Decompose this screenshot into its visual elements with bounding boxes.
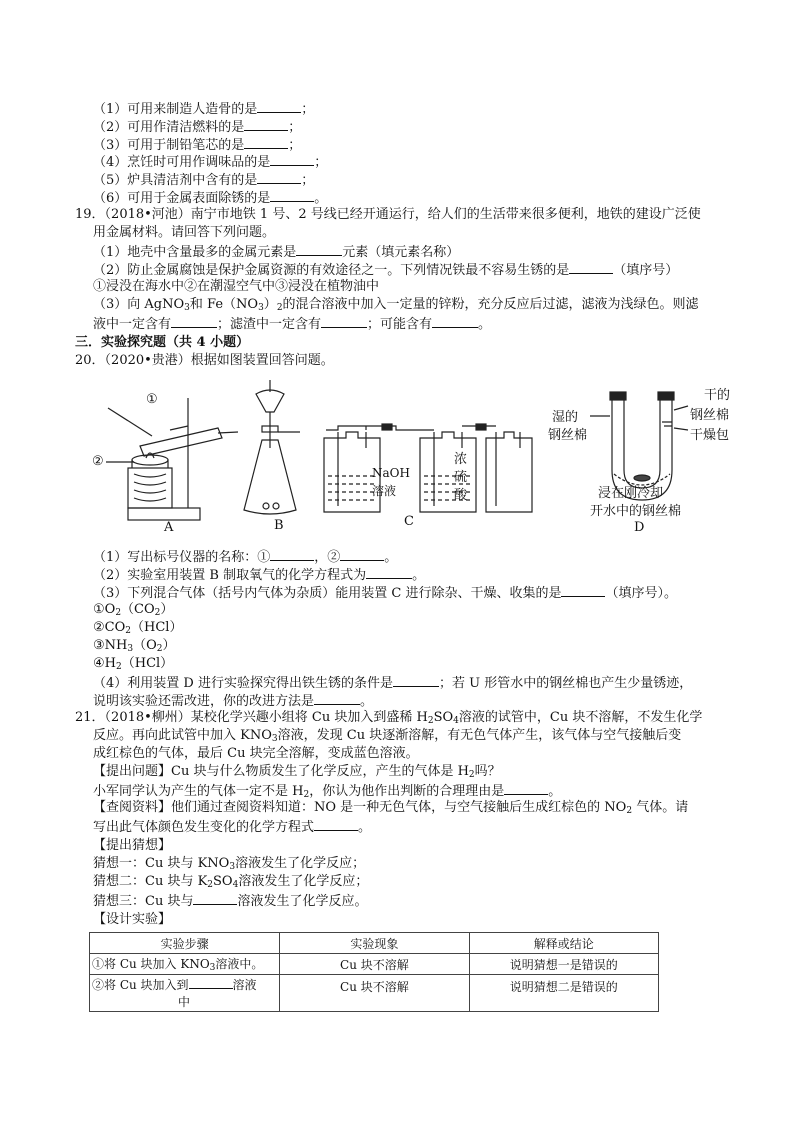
label-acid-3: 酸 [454,488,468,503]
label-dry-2: 钢丝棉 [690,408,730,423]
label-wet-2: 钢丝棉 [548,428,588,443]
label-mark-2: ② [92,454,104,469]
header-conclusion: 解释或结论 [469,933,658,954]
q20-part1: （1）写出标号仪器的名称：① ，② 。 [93,550,398,565]
q20-part4: （4）利用装置 D 进行实验探究得出铁生锈的条件是 ；若 U 形管水中的钢丝棉也产生少量锈迹， [93,676,693,691]
q21-stem-line3: 成红棕色的气体，最后 Cu 块完全溶解，变成蓝色溶液。 [93,746,419,761]
section-heading: 三．实验探究题（共 4 小题） [75,335,250,350]
row1-phenomenon: Cu 块不溶解 [280,954,469,975]
conical-flask [244,440,296,514]
table-row [90,954,659,975]
q21-reasoning: 小军同学认为产生的气体一定不是 $H_2$，你认为他作出判断的合理理由是 。 [93,784,562,800]
q18-item-6: （6）可用于金属表面除锈的是 。 [93,191,328,206]
q21-guess-2: 猜想二：Cu 块与 $K_2SO_4$溶液发生了化学反应； [93,874,369,890]
label-wet-1: 湿的 [552,410,579,425]
q19-part3: （3）向 AgNO$_3$和 $Fe(NO_3)_2$的混合溶液中加入一定量的锌粉，充分反应后过滤，滤液为浅绿色。则滤 [93,297,699,313]
q19-part2: （2）防止金属腐蚀是保护金属资源的有效途径之一。下列情况铁最不容易生锈的是 （填序号） [93,263,679,278]
q20-part3: （3）下列混合气体（括号内气体为杂质）能用装置 C 进行除杂、干燥、收集的是 （填序号）。 [93,586,677,601]
q21-stem-line1: 21．（2018•柳州）某校化学兴趣小组将 Cu 块加入到盛稀 $H_2SO_4$溶液的试管中，Cu 块不溶解，不发生化学 [75,710,703,726]
gas-bottle-3 [486,432,532,512]
header-phenomena: 实验现象 [280,933,469,954]
label-dry-1: 干的 [704,388,731,403]
q18-item-1: （1）可用来制造人造骨的是 ； [93,102,315,117]
separatory-funnel [256,390,284,412]
stand-base [128,508,200,520]
q21-guess-1: 猜想一：Cu 块与 $KNO_3$溶液发生了化学反应； [93,856,366,872]
q18-item-3: （3）可用于制铅笔芯的是 ； [93,138,302,153]
q20-part2: （2）实验室用装置 B 制取氧气的化学方程式为 。 [93,568,426,583]
row2-phenomenon: Cu 块不溶解 [280,975,469,1012]
table-header-row [90,933,659,954]
label-apparatus-b: B [274,518,284,533]
label-dry-3: 干燥包 [690,428,730,443]
label-naoh-solution: 溶液 [372,484,397,498]
q20-option-4: $④H_2(HCl)$ [93,656,174,672]
q19-part3-cont: 液中一定含有 ；滤渣中一定含有 ；可能含有 。 [93,317,492,332]
label-soak-2: 开水中的钢丝棉 [590,504,682,519]
q21-question: 【提出问题】Cu 块与什么物质发生了化学反应，产生的气体是 $H_2$吗？ [93,764,501,780]
label-apparatus-d: D [634,520,645,535]
q21-design-heading: 【设计实验】 [93,912,172,927]
q19-options: ①浸没在海水中②在潮湿空气中③浸没在植物油中 [93,279,380,294]
label-acid-1: 浓 [454,452,468,467]
q20-part4-cont: 说明该实验还需改进，你的改进方法是 。 [93,694,374,709]
label-mark-1: ① [146,392,158,407]
q21-stem-line2: 反应。再向此试管中加入 $KNO_3$溶液，发现 Cu 块逐渐溶解，有无色气体产生，该气体与空气接触后变 [93,728,682,744]
q20-option-2: $②CO_2(HCl)$ [93,620,183,636]
q18-item-2: （2）可用作清洁燃料的是 ； [93,120,302,135]
apparatus-figure [90,378,730,536]
q18-item-4: （4）烹饪时可用作调味品的是 ； [93,155,328,170]
label-acid-2: 硫 [454,470,468,485]
label-apparatus-c: C [404,514,414,529]
q21-reference-cont: 写出此气体颜色发生变化的化学方程式 。 [93,820,372,835]
label-naoh: NaOH [372,466,410,480]
q19-stem-line1: 19．（2018•河池）南宁市地铁 1 号、2 号线已经开通运行，给人们的生活带来很多便利，地铁的建设广泛使 [75,207,701,222]
row2-conclusion: 说明猜想二是错误的 [469,975,658,1012]
header-steps: 实验步骤 [90,933,280,954]
q19-part1: （1）地壳中含量最多的金属元素是 元素（填元素名称） [93,245,460,260]
test-tube [140,428,222,456]
q20-option-3: $③NH_3(O_2)$ [93,638,176,654]
label-soak-1: 浸在刚冷却 [598,486,664,501]
q21-guess-3: 猜想三：Cu 块与 溶液发生了化学反应。 [93,894,368,909]
q20-stem: 20．（2020•贵港）根据如图装置回答问题。 [75,353,334,368]
q20-option-1: $①O_2(CO_2)$ [93,602,174,618]
label-apparatus-a: A [164,520,174,535]
q18-item-5: （5）炉具清洁剂中含有的是 ； [93,173,315,188]
q19-stem-line2: 用金属材料。请回答下列问题。 [93,225,276,240]
row2-step: ②将 Cu 块加入到 溶液 中 [90,975,280,1012]
experiment-table [89,932,659,1012]
row1-conclusion: 说明猜想一是错误的 [469,954,658,975]
table-row [90,975,659,1012]
q21-reference: 【查阅资料】他们通过查阅资料知道：NO 是一种无色气体，与空气接触后生成红棕色的 $NO_2$ 气体。请 [93,800,689,816]
q21-guess-heading: 【提出猜想】 [93,838,172,853]
row1-step: ①将 Cu 块加入 $KNO_3$溶液中。 [90,954,280,975]
